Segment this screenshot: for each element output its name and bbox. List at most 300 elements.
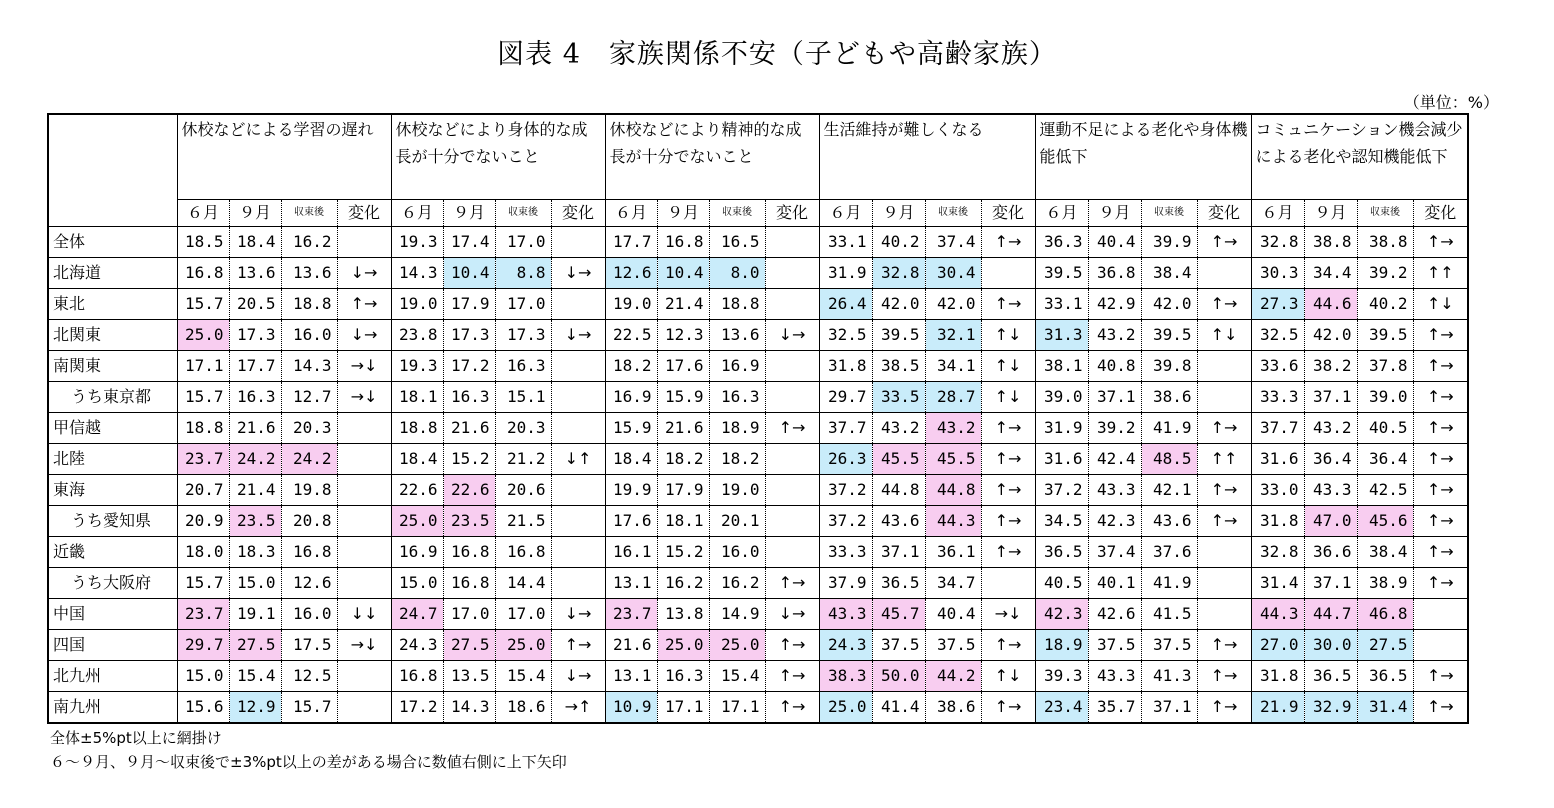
value-cell: 14.3 (281, 351, 337, 382)
column-header: ９月 (872, 200, 925, 227)
value-cell: 31.9 (1035, 413, 1088, 444)
value-cell: 42.1 (1141, 475, 1197, 506)
value-cell: 37.1 (1141, 692, 1197, 724)
value-cell: 15.6 (177, 692, 229, 724)
table-row (48, 289, 1468, 320)
table-row (48, 630, 1468, 661)
value-cell: 45.5 (872, 444, 925, 475)
value-cell: 21.6 (443, 413, 495, 444)
change-arrow-cell: ↑→ (1197, 630, 1251, 661)
change-arrow-cell: ↑→ (1197, 475, 1251, 506)
value-cell: 20.7 (177, 475, 229, 506)
change-arrow-cell: ↑→ (1197, 692, 1251, 724)
table-row (48, 227, 1468, 258)
value-cell: 39.8 (1141, 351, 1197, 382)
value-cell: 17.2 (443, 351, 495, 382)
value-cell: 37.7 (1251, 413, 1304, 444)
column-header: ６月 (391, 200, 443, 227)
change-arrow-cell: ↑→ (981, 413, 1035, 444)
change-arrow-cell: ↓→ (337, 258, 391, 289)
value-cell: 15.0 (229, 568, 281, 599)
table-row (48, 413, 1468, 444)
table-row (48, 320, 1468, 351)
change-arrow-cell (765, 537, 819, 568)
value-cell: 40.4 (1088, 227, 1141, 258)
value-cell: 28.7 (925, 382, 981, 413)
value-cell: 35.7 (1088, 692, 1141, 724)
value-cell: 29.7 (177, 630, 229, 661)
value-cell: 15.7 (281, 692, 337, 724)
row-label: 全体 (48, 227, 177, 258)
table-row (48, 444, 1468, 475)
value-cell: 13.1 (605, 661, 657, 692)
value-cell: 42.0 (872, 289, 925, 320)
change-arrow-cell: ↑↓ (981, 661, 1035, 692)
change-arrow-cell (765, 258, 819, 289)
change-arrow-cell (765, 351, 819, 382)
change-arrow-cell: ↓→ (551, 599, 605, 630)
change-arrow-cell (1413, 630, 1468, 661)
value-cell: 15.1 (495, 382, 551, 413)
value-cell: 15.7 (177, 382, 229, 413)
change-arrow-cell: ↑↓ (981, 382, 1035, 413)
value-cell: 12.7 (281, 382, 337, 413)
value-cell: 33.1 (1035, 289, 1088, 320)
change-arrow-cell: ↑→ (981, 227, 1035, 258)
value-cell: 37.5 (925, 630, 981, 661)
value-cell: 40.1 (1088, 568, 1141, 599)
change-arrow-cell (551, 475, 605, 506)
value-cell: 19.9 (605, 475, 657, 506)
value-cell: 39.0 (1357, 382, 1413, 413)
value-cell: 33.1 (819, 227, 872, 258)
change-arrow-cell: ↓↑ (551, 444, 605, 475)
value-cell: 18.9 (1035, 630, 1088, 661)
value-cell: 19.8 (281, 475, 337, 506)
value-cell: 36.5 (1357, 661, 1413, 692)
value-cell: 43.3 (1304, 475, 1357, 506)
value-cell: 45.5 (925, 444, 981, 475)
change-arrow-cell: ↑→ (1413, 692, 1468, 724)
value-cell: 16.3 (495, 351, 551, 382)
value-cell: 32.5 (819, 320, 872, 351)
change-arrow-cell (1197, 599, 1251, 630)
value-cell: 14.3 (443, 692, 495, 724)
value-cell: 16.8 (391, 661, 443, 692)
value-cell: 36.5 (872, 568, 925, 599)
value-cell: 40.2 (872, 227, 925, 258)
value-cell: 41.9 (1141, 413, 1197, 444)
change-arrow-cell: ↑→ (981, 289, 1035, 320)
value-cell: 31.8 (1251, 506, 1304, 537)
value-cell: 25.0 (819, 692, 872, 724)
value-cell: 48.5 (1141, 444, 1197, 475)
change-arrow-cell (765, 506, 819, 537)
value-cell: 32.8 (1251, 227, 1304, 258)
value-cell: 16.2 (657, 568, 709, 599)
value-cell: 42.3 (1035, 599, 1088, 630)
table-row (48, 599, 1468, 630)
value-cell: 37.1 (1304, 382, 1357, 413)
change-arrow-cell (765, 227, 819, 258)
value-cell: 18.4 (391, 444, 443, 475)
value-cell: 30.0 (1304, 630, 1357, 661)
row-label: うち東京都 (48, 382, 177, 413)
data-table (47, 113, 1469, 724)
change-arrow-cell: ↑→ (1197, 506, 1251, 537)
value-cell: 20.6 (495, 475, 551, 506)
value-cell: 37.9 (819, 568, 872, 599)
value-cell: 13.1 (605, 568, 657, 599)
change-arrow-cell (551, 351, 605, 382)
change-arrow-cell: ↑→ (1413, 661, 1468, 692)
change-arrow-cell: ↑↑ (1413, 258, 1468, 289)
value-cell: 12.6 (281, 568, 337, 599)
value-cell: 40.5 (1035, 568, 1088, 599)
value-cell: 12.9 (229, 692, 281, 724)
column-header: 収束後 (925, 200, 981, 227)
value-cell: 43.2 (1304, 413, 1357, 444)
value-cell: 23.8 (391, 320, 443, 351)
column-header: 変化 (337, 200, 391, 227)
value-cell: 24.2 (229, 444, 281, 475)
value-cell: 50.0 (872, 661, 925, 692)
value-cell: 39.2 (1357, 258, 1413, 289)
value-cell: 13.6 (281, 258, 337, 289)
value-cell: 33.5 (872, 382, 925, 413)
change-arrow-cell (551, 506, 605, 537)
change-arrow-cell: ↑→ (1413, 537, 1468, 568)
value-cell: 22.6 (391, 475, 443, 506)
value-cell: 22.6 (443, 475, 495, 506)
value-cell: 23.7 (177, 444, 229, 475)
footnote-arrows: ６～９月、９月～収束後で±3%pt以上の差がある場合に数値右側に上下矢印 (50, 753, 567, 771)
value-cell: 39.5 (1357, 320, 1413, 351)
value-cell: 44.8 (872, 475, 925, 506)
change-arrow-cell: ↑→ (765, 413, 819, 444)
row-label: 近畿 (48, 537, 177, 568)
value-cell: 39.5 (1141, 320, 1197, 351)
value-cell: 20.3 (495, 413, 551, 444)
value-cell: 42.3 (1088, 506, 1141, 537)
change-arrow-cell: ↑→ (765, 692, 819, 724)
value-cell: 17.4 (443, 227, 495, 258)
group-header: コミュニケーション機会減少による老化や認知機能低下 (1251, 114, 1468, 200)
value-cell: 37.2 (819, 506, 872, 537)
value-cell: 16.3 (657, 661, 709, 692)
column-header: ６月 (177, 200, 229, 227)
value-cell: 18.4 (229, 227, 281, 258)
value-cell: 12.5 (281, 661, 337, 692)
value-cell: 16.0 (281, 599, 337, 630)
value-cell: 36.8 (1088, 258, 1141, 289)
value-cell: 38.3 (819, 661, 872, 692)
change-arrow-cell: ↑↓ (1197, 320, 1251, 351)
change-arrow-cell: ↓→ (551, 258, 605, 289)
value-cell: 25.0 (709, 630, 765, 661)
value-cell: 43.6 (1141, 506, 1197, 537)
value-cell: 37.5 (1088, 630, 1141, 661)
value-cell: 14.3 (391, 258, 443, 289)
value-cell: 32.8 (1251, 537, 1304, 568)
change-arrow-cell: →↓ (337, 351, 391, 382)
value-cell: 45.6 (1357, 506, 1413, 537)
value-cell: 14.9 (709, 599, 765, 630)
value-cell: 36.4 (1304, 444, 1357, 475)
value-cell: 19.3 (391, 351, 443, 382)
value-cell: 32.9 (1304, 692, 1357, 724)
value-cell: 19.1 (229, 599, 281, 630)
change-arrow-cell (1413, 599, 1468, 630)
value-cell: 19.3 (391, 227, 443, 258)
value-cell: 10.4 (443, 258, 495, 289)
value-cell: 17.5 (281, 630, 337, 661)
change-arrow-cell: ↓→ (765, 599, 819, 630)
value-cell: 15.2 (443, 444, 495, 475)
value-cell: 31.8 (819, 351, 872, 382)
value-cell: 40.8 (1088, 351, 1141, 382)
row-label: 四国 (48, 630, 177, 661)
value-cell: 37.5 (872, 630, 925, 661)
value-cell: 34.1 (925, 351, 981, 382)
value-cell: 25.0 (495, 630, 551, 661)
table-row (48, 568, 1468, 599)
change-arrow-cell: ↑↓ (981, 320, 1035, 351)
value-cell: 33.6 (1251, 351, 1304, 382)
value-cell: 18.6 (495, 692, 551, 724)
column-header: 変化 (1197, 200, 1251, 227)
value-cell: 43.2 (925, 413, 981, 444)
change-arrow-cell: ↑→ (765, 630, 819, 661)
value-cell: 33.0 (1251, 475, 1304, 506)
value-cell: 18.2 (605, 351, 657, 382)
value-cell: 16.9 (605, 382, 657, 413)
value-cell: 18.5 (177, 227, 229, 258)
value-cell: 37.5 (1141, 630, 1197, 661)
change-arrow-cell: ↑→ (1413, 413, 1468, 444)
column-header: ９月 (229, 200, 281, 227)
value-cell: 38.1 (1035, 351, 1088, 382)
table-row (48, 661, 1468, 692)
row-label: 甲信越 (48, 413, 177, 444)
value-cell: 18.4 (605, 444, 657, 475)
group-header: 生活維持が難しくなる (819, 114, 1035, 200)
row-label: うち大阪府 (48, 568, 177, 599)
value-cell: 16.0 (281, 320, 337, 351)
value-cell: 42.0 (925, 289, 981, 320)
value-cell: 23.7 (605, 599, 657, 630)
value-cell: 37.1 (1304, 568, 1357, 599)
value-cell: 16.9 (391, 537, 443, 568)
value-cell: 16.5 (709, 227, 765, 258)
value-cell: 19.0 (709, 475, 765, 506)
change-arrow-cell (551, 289, 605, 320)
value-cell: 40.5 (1357, 413, 1413, 444)
column-header: 収束後 (495, 200, 551, 227)
value-cell: 13.6 (709, 320, 765, 351)
value-cell: 17.9 (443, 289, 495, 320)
value-cell: 16.8 (443, 537, 495, 568)
value-cell: 17.7 (229, 351, 281, 382)
change-arrow-cell: ↑↓ (1413, 289, 1468, 320)
footnotes (50, 726, 567, 774)
change-arrow-cell: ↑→ (981, 475, 1035, 506)
value-cell: 24.3 (391, 630, 443, 661)
value-cell: 15.0 (177, 661, 229, 692)
value-cell: 37.4 (925, 227, 981, 258)
value-cell: 16.3 (709, 382, 765, 413)
change-arrow-cell (337, 475, 391, 506)
value-cell: 38.4 (1141, 258, 1197, 289)
value-cell: 37.1 (872, 537, 925, 568)
value-cell: 39.2 (1088, 413, 1141, 444)
value-cell: 38.2 (1304, 351, 1357, 382)
change-arrow-cell (551, 413, 605, 444)
table-row (48, 537, 1468, 568)
value-cell: 14.4 (495, 568, 551, 599)
change-arrow-cell (981, 568, 1035, 599)
value-cell: 43.3 (819, 599, 872, 630)
change-arrow-cell (337, 413, 391, 444)
value-cell: 40.2 (1357, 289, 1413, 320)
value-cell: 40.4 (925, 599, 981, 630)
value-cell: 17.2 (391, 692, 443, 724)
value-cell: 32.5 (1251, 320, 1304, 351)
value-cell: 42.5 (1357, 475, 1413, 506)
value-cell: 13.5 (443, 661, 495, 692)
value-cell: 24.3 (819, 630, 872, 661)
value-cell: 38.9 (1357, 568, 1413, 599)
value-cell: 23.7 (177, 599, 229, 630)
value-cell: 18.8 (177, 413, 229, 444)
value-cell: 10.9 (605, 692, 657, 724)
change-arrow-cell (1197, 537, 1251, 568)
table-row (48, 382, 1468, 413)
value-cell: 38.6 (1141, 382, 1197, 413)
value-cell: 27.5 (229, 630, 281, 661)
value-cell: 25.0 (391, 506, 443, 537)
value-cell: 36.1 (925, 537, 981, 568)
change-arrow-cell: →↓ (337, 630, 391, 661)
value-cell: 16.8 (443, 568, 495, 599)
value-cell: 33.3 (1251, 382, 1304, 413)
change-arrow-cell (981, 258, 1035, 289)
row-label: 北海道 (48, 258, 177, 289)
value-cell: 17.6 (605, 506, 657, 537)
row-label: 北関東 (48, 320, 177, 351)
change-arrow-cell (1197, 382, 1251, 413)
value-cell: 31.4 (1357, 692, 1413, 724)
change-arrow-cell: ↑→ (1197, 413, 1251, 444)
row-label: 南関東 (48, 351, 177, 382)
change-arrow-cell (551, 537, 605, 568)
group-header: 休校などにより精神的な成長が十分でないこと (605, 114, 819, 200)
value-cell: 21.6 (229, 413, 281, 444)
change-arrow-cell: ↓→ (551, 320, 605, 351)
change-arrow-cell: ↓↓ (337, 599, 391, 630)
value-cell: 36.3 (1035, 227, 1088, 258)
value-cell: 39.5 (1035, 258, 1088, 289)
value-cell: 24.2 (281, 444, 337, 475)
value-cell: 13.6 (229, 258, 281, 289)
change-arrow-cell (1197, 258, 1251, 289)
value-cell: 18.0 (177, 537, 229, 568)
change-arrow-cell: ↓→ (337, 320, 391, 351)
value-cell: 16.1 (605, 537, 657, 568)
value-cell: 20.8 (281, 506, 337, 537)
value-cell: 23.5 (229, 506, 281, 537)
value-cell: 30.4 (925, 258, 981, 289)
value-cell: 27.5 (1357, 630, 1413, 661)
value-cell: 38.8 (1304, 227, 1357, 258)
value-cell: 22.5 (605, 320, 657, 351)
value-cell: 37.6 (1141, 537, 1197, 568)
value-cell: 36.5 (1304, 661, 1357, 692)
value-cell: 29.7 (819, 382, 872, 413)
value-cell: 27.3 (1251, 289, 1304, 320)
value-cell: 16.3 (229, 382, 281, 413)
value-cell: 31.8 (1251, 661, 1304, 692)
change-arrow-cell: ↑→ (1413, 382, 1468, 413)
value-cell: 25.0 (657, 630, 709, 661)
change-arrow-cell: ↑→ (1413, 506, 1468, 537)
value-cell: 15.9 (605, 413, 657, 444)
value-cell: 12.6 (605, 258, 657, 289)
change-arrow-cell: ↓→ (551, 661, 605, 692)
change-arrow-cell (337, 661, 391, 692)
value-cell: 41.5 (1141, 599, 1197, 630)
column-header: ９月 (657, 200, 709, 227)
change-arrow-cell (337, 506, 391, 537)
value-cell: 15.9 (657, 382, 709, 413)
page-title: 図表 4 家族関係不安（子どもや高齢家族） (497, 39, 1057, 70)
change-arrow-cell: ↑→ (337, 289, 391, 320)
value-cell: 43.6 (872, 506, 925, 537)
value-cell: 31.3 (1035, 320, 1088, 351)
change-arrow-cell: ↑→ (981, 692, 1035, 724)
change-arrow-cell: ↑↑ (1197, 444, 1251, 475)
value-cell: 16.8 (177, 258, 229, 289)
value-cell: 32.1 (925, 320, 981, 351)
value-cell: 17.0 (443, 599, 495, 630)
change-arrow-cell (337, 537, 391, 568)
column-header: ９月 (443, 200, 495, 227)
value-cell: 34.4 (1304, 258, 1357, 289)
change-arrow-cell (551, 568, 605, 599)
column-header: 変化 (981, 200, 1035, 227)
column-header: 変化 (551, 200, 605, 227)
change-arrow-cell: ↑→ (981, 630, 1035, 661)
value-cell: 26.4 (819, 289, 872, 320)
change-arrow-cell (337, 227, 391, 258)
column-header: 収束後 (1141, 200, 1197, 227)
value-cell: 41.3 (1141, 661, 1197, 692)
value-cell: 17.1 (709, 692, 765, 724)
value-cell: 15.7 (177, 568, 229, 599)
row-label: うち愛知県 (48, 506, 177, 537)
change-arrow-cell: ↑→ (1197, 289, 1251, 320)
value-cell: 34.5 (1035, 506, 1088, 537)
value-cell: 20.9 (177, 506, 229, 537)
value-cell: 37.2 (819, 475, 872, 506)
value-cell: 39.5 (872, 320, 925, 351)
change-arrow-cell (765, 444, 819, 475)
value-cell: 33.3 (819, 537, 872, 568)
value-cell: 41.9 (1141, 568, 1197, 599)
group-header: 休校などによる学習の遅れ (177, 114, 391, 200)
group-header: 運動不足による老化や身体機能低下 (1035, 114, 1251, 200)
value-cell: 24.7 (391, 599, 443, 630)
